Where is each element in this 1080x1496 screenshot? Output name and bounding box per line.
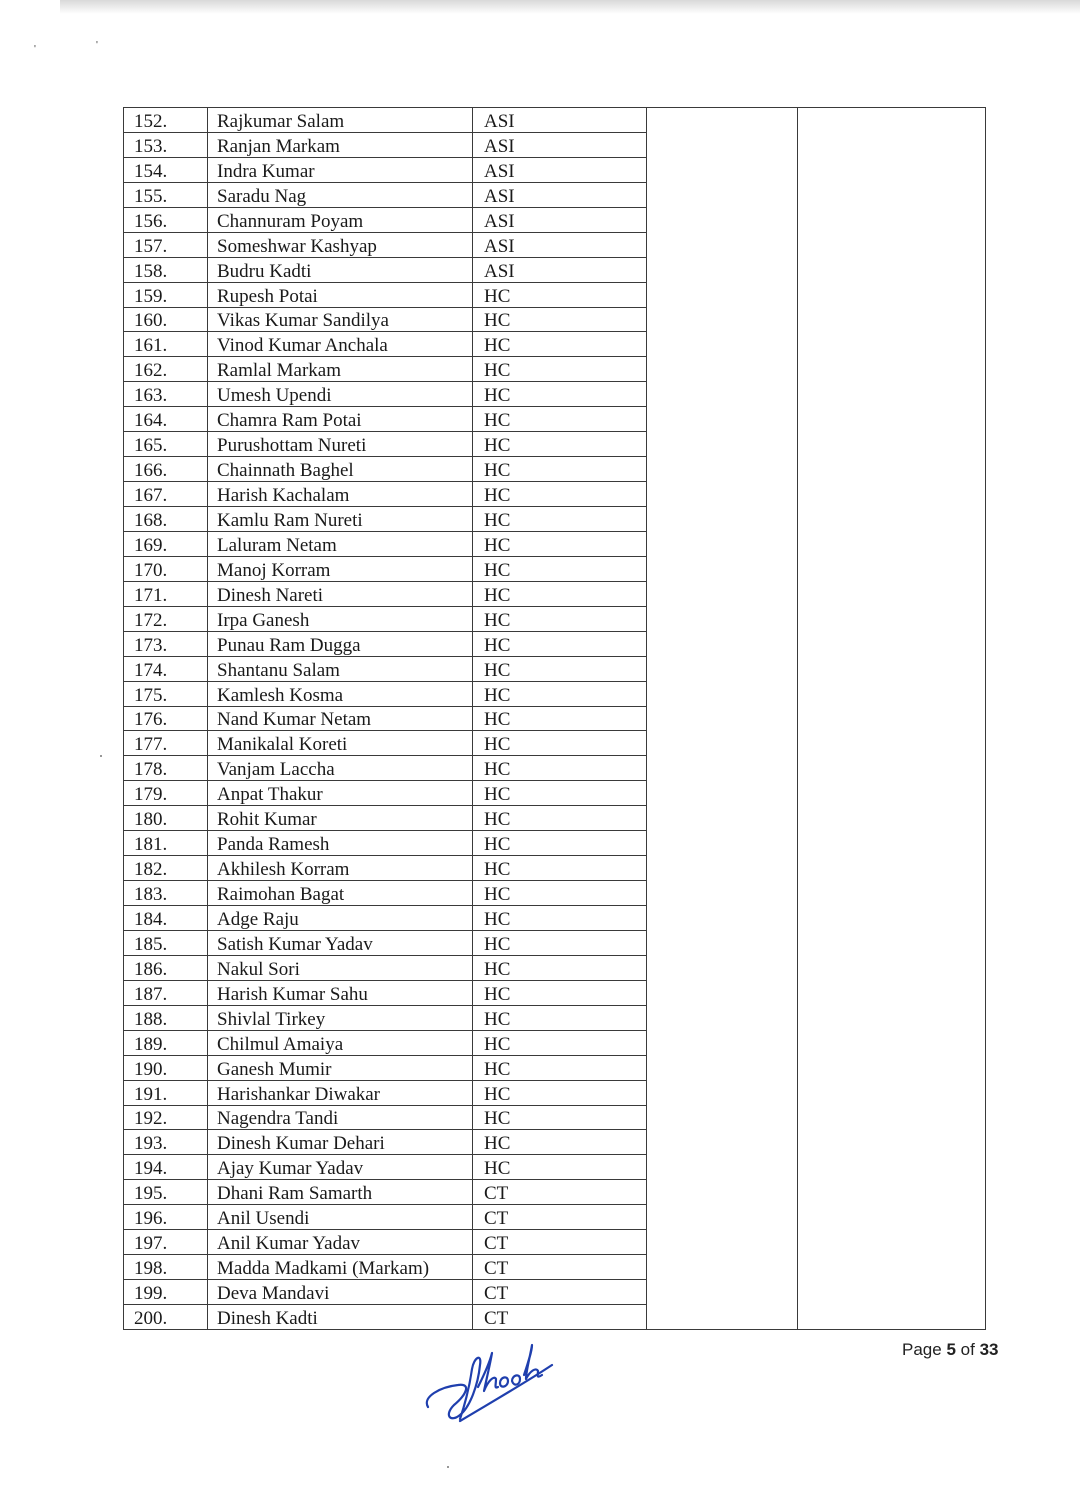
name-cell: Chainnath Baghel bbox=[208, 457, 473, 482]
name-cell: Someshwar Kashyap bbox=[208, 232, 473, 257]
rank-cell: HC bbox=[473, 806, 647, 831]
serial-number-cell: 169. bbox=[124, 531, 208, 556]
rank-cell: HC bbox=[473, 656, 647, 681]
serial-number-cell: 167. bbox=[124, 482, 208, 507]
name-cell: Anil Kumar Yadav bbox=[208, 1230, 473, 1255]
name-cell: Purushottam Nureti bbox=[208, 432, 473, 457]
rank-cell: HC bbox=[473, 432, 647, 457]
serial-number-cell: 185. bbox=[124, 930, 208, 955]
serial-number-cell: 162. bbox=[124, 357, 208, 382]
name-cell: Umesh Upendi bbox=[208, 382, 473, 407]
rank-cell: CT bbox=[473, 1305, 647, 1330]
scan-artifact-dot bbox=[100, 755, 102, 757]
serial-number-cell: 179. bbox=[124, 781, 208, 806]
serial-number-cell: 180. bbox=[124, 806, 208, 831]
serial-number-cell: 195. bbox=[124, 1180, 208, 1205]
serial-number-cell: 192. bbox=[124, 1105, 208, 1130]
rank-cell: HC bbox=[473, 307, 647, 332]
rank-cell: HC bbox=[473, 332, 647, 357]
name-cell: Harish Kumar Sahu bbox=[208, 980, 473, 1005]
name-cell: Chilmul Amaiya bbox=[208, 1030, 473, 1055]
serial-number-cell: 157. bbox=[124, 232, 208, 257]
rank-cell: CT bbox=[473, 1230, 647, 1255]
rank-cell: ASI bbox=[473, 232, 647, 257]
serial-number-cell: 173. bbox=[124, 631, 208, 656]
rank-cell: HC bbox=[473, 1055, 647, 1080]
name-cell: Ajay Kumar Yadav bbox=[208, 1155, 473, 1180]
name-cell: Rajkumar Salam bbox=[208, 108, 473, 133]
name-cell: Manoj Korram bbox=[208, 556, 473, 581]
rank-cell: HC bbox=[473, 407, 647, 432]
serial-number-cell: 176. bbox=[124, 706, 208, 731]
rank-cell: HC bbox=[473, 980, 647, 1005]
serial-number-cell: 158. bbox=[124, 257, 208, 282]
name-cell: Irpa Ganesh bbox=[208, 606, 473, 631]
rank-cell: CT bbox=[473, 1205, 647, 1230]
name-cell: Vanjam Laccha bbox=[208, 756, 473, 781]
serial-number-cell: 194. bbox=[124, 1155, 208, 1180]
scan-artifact-mark: ' bbox=[34, 44, 36, 55]
rank-cell: HC bbox=[473, 1155, 647, 1180]
rank-cell: HC bbox=[473, 1030, 647, 1055]
name-cell: Anil Usendi bbox=[208, 1205, 473, 1230]
rank-cell: HC bbox=[473, 556, 647, 581]
serial-number-cell: 166. bbox=[124, 457, 208, 482]
serial-number-cell: 152. bbox=[124, 108, 208, 133]
rank-cell: HC bbox=[473, 507, 647, 532]
rank-cell: HC bbox=[473, 1005, 647, 1030]
serial-number-cell: 178. bbox=[124, 756, 208, 781]
name-cell: Deva Mandavi bbox=[208, 1280, 473, 1305]
rank-cell: CT bbox=[473, 1180, 647, 1205]
rank-cell: HC bbox=[473, 531, 647, 556]
serial-number-cell: 189. bbox=[124, 1030, 208, 1055]
name-cell: Ramlal Markam bbox=[208, 357, 473, 382]
name-cell: Shantanu Salam bbox=[208, 656, 473, 681]
name-cell: Kamlu Ram Nureti bbox=[208, 507, 473, 532]
name-cell: Manikalal Koreti bbox=[208, 731, 473, 756]
serial-number-cell: 155. bbox=[124, 182, 208, 207]
serial-number-cell: 198. bbox=[124, 1255, 208, 1280]
serial-number-cell: 188. bbox=[124, 1005, 208, 1030]
rank-cell: HC bbox=[473, 457, 647, 482]
rank-cell: HC bbox=[473, 482, 647, 507]
serial-number-cell: 175. bbox=[124, 681, 208, 706]
name-cell: Punau Ram Dugga bbox=[208, 631, 473, 656]
rank-cell: HC bbox=[473, 731, 647, 756]
serial-number-cell: 186. bbox=[124, 955, 208, 980]
rank-cell: ASI bbox=[473, 132, 647, 157]
serial-number-cell: 184. bbox=[124, 906, 208, 931]
rank-cell: HC bbox=[473, 781, 647, 806]
name-cell: Harish Kachalam bbox=[208, 482, 473, 507]
serial-number-cell: 171. bbox=[124, 581, 208, 606]
name-cell: Madda Madkami (Markam) bbox=[208, 1255, 473, 1280]
serial-number-cell: 177. bbox=[124, 731, 208, 756]
page-current: 5 bbox=[946, 1340, 956, 1359]
name-cell: Raimohan Bagat bbox=[208, 881, 473, 906]
name-cell: Ranjan Markam bbox=[208, 132, 473, 157]
scan-artifact-dot bbox=[447, 1466, 449, 1468]
rank-cell: CT bbox=[473, 1280, 647, 1305]
personnel-table bbox=[123, 107, 986, 1330]
page-of: of bbox=[960, 1340, 975, 1359]
name-cell: Chamra Ram Potai bbox=[208, 407, 473, 432]
rank-cell: HC bbox=[473, 930, 647, 955]
serial-number-cell: 153. bbox=[124, 132, 208, 157]
name-cell: Dhani Ram Samarth bbox=[208, 1180, 473, 1205]
serial-number-cell: 187. bbox=[124, 980, 208, 1005]
name-cell: Anpat Thakur bbox=[208, 781, 473, 806]
rank-cell: HC bbox=[473, 856, 647, 881]
rank-cell: HC bbox=[473, 1105, 647, 1130]
rank-cell: HC bbox=[473, 282, 647, 307]
page-number bbox=[902, 1340, 998, 1360]
name-cell: Satish Kumar Yadav bbox=[208, 930, 473, 955]
serial-number-cell: 172. bbox=[124, 606, 208, 631]
serial-number-cell: 165. bbox=[124, 432, 208, 457]
name-cell: Vikas Kumar Sandilya bbox=[208, 307, 473, 332]
serial-number-cell: 163. bbox=[124, 382, 208, 407]
blank-column-2 bbox=[798, 108, 986, 1330]
serial-number-cell: 193. bbox=[124, 1130, 208, 1155]
rank-cell: ASI bbox=[473, 207, 647, 232]
name-cell: Vinod Kumar Anchala bbox=[208, 332, 473, 357]
serial-number-cell: 190. bbox=[124, 1055, 208, 1080]
serial-number-cell: 196. bbox=[124, 1205, 208, 1230]
serial-number-cell: 199. bbox=[124, 1280, 208, 1305]
rank-cell: ASI bbox=[473, 157, 647, 182]
serial-number-cell: 170. bbox=[124, 556, 208, 581]
serial-number-cell: 160. bbox=[124, 307, 208, 332]
name-cell: Ganesh Mumir bbox=[208, 1055, 473, 1080]
name-cell: Rohit Kumar bbox=[208, 806, 473, 831]
name-cell: Panda Ramesh bbox=[208, 831, 473, 856]
serial-number-cell: 200. bbox=[124, 1305, 208, 1330]
serial-number-cell: 191. bbox=[124, 1080, 208, 1105]
rank-cell: HC bbox=[473, 1080, 647, 1105]
page-total: 33 bbox=[979, 1340, 999, 1359]
name-cell: Saradu Nag bbox=[208, 182, 473, 207]
rank-cell: HC bbox=[473, 831, 647, 856]
name-cell: Budru Kadti bbox=[208, 257, 473, 282]
rank-cell: CT bbox=[473, 1255, 647, 1280]
name-cell: Laluram Netam bbox=[208, 531, 473, 556]
rank-cell: HC bbox=[473, 756, 647, 781]
serial-number-cell: 182. bbox=[124, 856, 208, 881]
name-cell: Dinesh Kumar Dehari bbox=[208, 1130, 473, 1155]
serial-number-cell: 154. bbox=[124, 157, 208, 182]
rank-cell: HC bbox=[473, 881, 647, 906]
rank-cell: HC bbox=[473, 357, 647, 382]
serial-number-cell: 156. bbox=[124, 207, 208, 232]
rank-cell: HC bbox=[473, 606, 647, 631]
name-cell: Rupesh Potai bbox=[208, 282, 473, 307]
scan-artifact-mark: ' bbox=[96, 40, 98, 51]
signature-icon bbox=[420, 1335, 560, 1430]
rank-cell: HC bbox=[473, 681, 647, 706]
serial-number-cell: 168. bbox=[124, 507, 208, 532]
personnel-table-body bbox=[124, 108, 986, 1330]
rank-cell: HC bbox=[473, 382, 647, 407]
name-cell: Indra Kumar bbox=[208, 157, 473, 182]
rank-cell: HC bbox=[473, 581, 647, 606]
rank-cell: HC bbox=[473, 1130, 647, 1155]
serial-number-cell: 174. bbox=[124, 656, 208, 681]
name-cell: Nakul Sori bbox=[208, 955, 473, 980]
name-cell: Shivlal Tirkey bbox=[208, 1005, 473, 1030]
name-cell: Dinesh Nareti bbox=[208, 581, 473, 606]
serial-number-cell: 159. bbox=[124, 282, 208, 307]
rank-cell: ASI bbox=[473, 182, 647, 207]
name-cell: Akhilesh Korram bbox=[208, 856, 473, 881]
rank-cell: HC bbox=[473, 706, 647, 731]
rank-cell: ASI bbox=[473, 108, 647, 133]
rank-cell: HC bbox=[473, 906, 647, 931]
name-cell: Kamlesh Kosma bbox=[208, 681, 473, 706]
serial-number-cell: 164. bbox=[124, 407, 208, 432]
table-row bbox=[124, 108, 986, 133]
page-prefix: Page bbox=[902, 1340, 942, 1359]
name-cell: Channuram Poyam bbox=[208, 207, 473, 232]
serial-number-cell: 183. bbox=[124, 881, 208, 906]
name-cell: Nagendra Tandi bbox=[208, 1105, 473, 1130]
scan-edge-shadow bbox=[60, 0, 1080, 14]
serial-number-cell: 181. bbox=[124, 831, 208, 856]
name-cell: Harishankar Diwakar bbox=[208, 1080, 473, 1105]
blank-column-1 bbox=[647, 108, 798, 1330]
rank-cell: ASI bbox=[473, 257, 647, 282]
rank-cell: HC bbox=[473, 631, 647, 656]
serial-number-cell: 161. bbox=[124, 332, 208, 357]
name-cell: Nand Kumar Netam bbox=[208, 706, 473, 731]
serial-number-cell: 197. bbox=[124, 1230, 208, 1255]
rank-cell: HC bbox=[473, 955, 647, 980]
name-cell: Dinesh Kadti bbox=[208, 1305, 473, 1330]
name-cell: Adge Raju bbox=[208, 906, 473, 931]
